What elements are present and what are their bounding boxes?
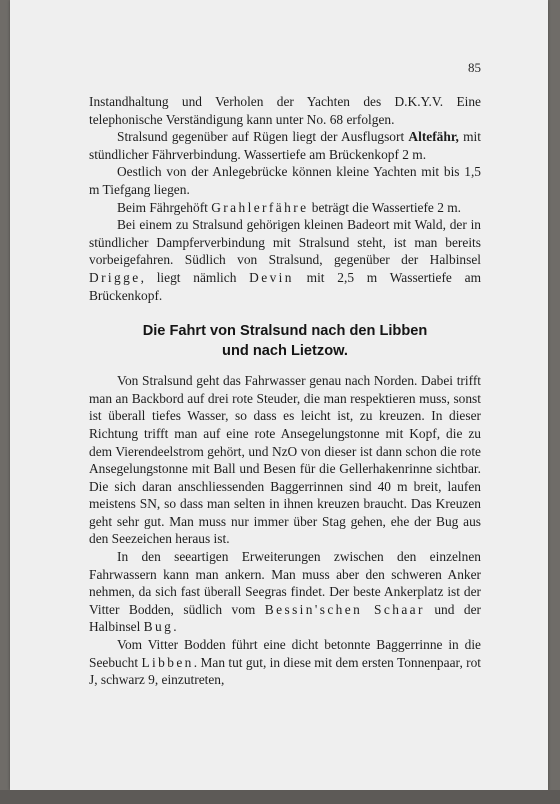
heading-line: und nach Lietzow. [222,343,348,360]
page-body [89,93,481,689]
paragraph: Vom Vitter Bodden führt eine dicht betonnte Baggerrinne in die Seebucht Libben. Man tut gut, in diese mit dem ersten Tonnenpaar, rot J, schwarz 9, einzutreten, [89,637,482,688]
paragraph: Stralsund gegenüber auf Rügen liegt der Ausflugsort Altefähr, mit stündlicher Fährverbindung. Wassertiefe am Brückenkopf 2 m. [89,129,481,162]
place-name: Altefähr, [408,129,459,145]
place-name: Drigge [89,269,141,285]
place-name: Libben [141,654,194,670]
paragraph: Beim Fährgehöft Grahlerfähre beträgt die Wassertiefe 2 m. [117,199,462,215]
paragraph: Instandhaltung und Verholen der Yachten des D.K.Y.V. Eine telephonische Verständigung kann unter No. 68 erfolgen. [89,94,481,127]
page-number: 85 [468,60,481,75]
heading-line: Die Fahrt von Stralsund nach den Libben [142,323,428,340]
paragraph: Oestlich von der Anlegebrücke können kleine Yachten mit bis 1,5 m Tiefgang liegen. [89,164,481,197]
place-name: Devin [249,269,294,285]
place-name: Bug [143,619,174,635]
book-page [10,0,548,790]
place-name: Grahlerfähre [211,199,309,215]
page-edge-shadow [0,790,560,804]
paragraph: Bei einem zu Stralsund gehörigen kleinen Badeort mit Wald, der in stündlicher Dampferverbindung mit Stralsund steht, ist man bereits vorbeigefahren. Südlich von Stralsund, gegenüber der Halbinsel Drigge, liegt nämlich Devin mit 2,5 m Wassertiefe am Brückenkopf. [89,217,481,303]
paragraph: Von Stralsund geht das Fahrwasser genau nach Norden. Dabei trifft man an Backbord auf drei rote Steuder, die man respektieren muss, sonst ist überall tiefes Wasser, so dass es leicht ist, zu kreuzen. In dieser Richtung trifft man auf eine rote Ansegelungstonne mit Kopf, die zu dem Vierendeelstrom gehört, und NzO von dieser ist dann schon die rote Ansegelungstonne mit Ball und Besen für die Gellerhakenrinne sichtbar. Die sich daran anschliessenden Baggerrinnen sind 40 m breit, laufen meistens SN, so dass man selten in ihnen kreuzen braucht. Das Kreuzen geht sehr gut. Man muss nur immer über Stag gehen, ehe der Bug aus den Seezeichen heraus ist. [89,373,481,547]
section-heading [89,321,481,361]
paragraph: In den seeartigen Erweiterungen zwischen den einzelnen Fahrwassern kann man ankern. Man muss aber den schweren Anker nehmen, da sich fast überall Seegras findet. Der beste Ankerplatz ist der Vitter Bodden, südlich vom Bessin'schen Schaar und der Halbinsel Bug. [89,549,481,635]
place-name: Bessin'schen Schaar [264,601,425,617]
